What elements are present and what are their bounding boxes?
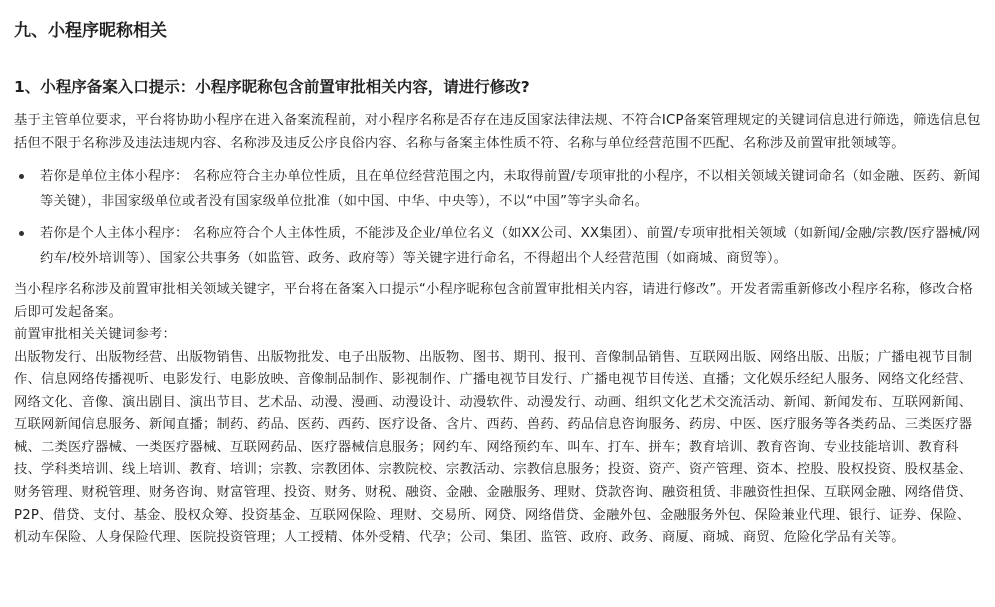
bullet-dot-icon: [19, 231, 24, 236]
intro-paragraph: 基于主管单位要求，平台将协助小程序在进入备案流程前，对小程序名称是否存在违反国家法律法规、不符合ICP备案管理规定的关键词信息进行筛选，筛选信息包括但不限于名称涉及违法违规内容、名称涉及违反公序良俗内容、名称与备案主体性质不符、名称与单位经营范围不匹配、名称涉及前置审批领域等。: [14, 113, 981, 151]
after-bullets-paragraph: 当小程序名称涉及前置审批相关领域关键字，平台将在备案入口提示“小程序昵称包含前置审批相关内容，请进行修改”。开发者需重新修改小程序名称，修改合格后即可发起备案。: [14, 282, 973, 320]
subsection-title: 1、小程序备案入口提示：小程序昵称包含前置审批相关内容，请进行修改?: [14, 78, 530, 96]
rules-list: [14, 164, 981, 271]
list-item-text: 若你是个人主体小程序： 名称应符合个人主体性质，不能涉及企业/单位名义（如XX公司、XX集团）、前置/专项审批相关领域（如新闻/金融/宗教/医疗器械/网约车/校外培训等）、国家公共事务（如监管、政务、政府等）等关键字进行命名，不得超出个人经营范围（如商城、商贸等）。: [40, 226, 981, 266]
list-item-text: 若你是单位主体小程序： 名称应符合主办单位性质，且在单位经营范围之内，未取得前置/专项审批的小程序，不以相关领域关键词命名（如金融、医药、新闻等关键），非国家级单位或者没有国家级单位批准（如中国、中华、中央等），不以“中国”等字头命名。: [40, 169, 981, 209]
section-title: 九、小程序昵称相关: [14, 21, 167, 41]
keywords-title: 前置审批相关关键词参考：: [14, 327, 176, 342]
list-item: [36, 164, 981, 214]
bullet-dot-icon: [19, 174, 24, 179]
keywords-paragraph: 出版物发行、出版物经营、出版物销售、出版物批发、电子出版物、出版物、图书、期刊、报刊、音像制品销售、互联网出版、网络出版、出版；广播电视节目制作、信息网络传播视听、电影发行、电影放映、音像制品制作、影视制作、广播电视节目发行、广播电视节目传送、直播；文化娱乐经纪人服务、网络文化经营、网络文化、音像、演出剧目、演出节目、艺术品、动漫、漫画、动漫设计、动漫软件、动漫发行、动画、组织文化艺术交流活动、新闻、新闻发布、互联网新闻、互联网新闻信息服务、新闻直播；制药、药品、医药、西药、医疗设备、含片、西药、兽药、药品信息咨询服务、药房、中医、医疗服务等各类药品、三类医疗器械、二类医疗器械、一类医疗器械、互联网药品、医疗器械信息服务；网约车、网络预约车、叫车、打车、拼车；教育培训、教育咨询、专业技能培训、教育科技、学科类培训、线上培训、教育、培训；宗教、宗教团体、宗教院校、宗教活动、宗教信息服务；投资、资产、资产管理、资本、控股、股权投资、股权基金、财务管理、财税管理、财务咨询、财富管理、投资、财务、财税、融资、金融、金融服务、理财、贷款咨询、融资租赁、非融资性担保、互联网金融、网络借贷、P2P、借贷、支付、基金、股权众筹、投资基金、互联网保险、理财、交易所、网贷、网络借贷、金融外包、金融服务外包、保险兼业代理、银行、证券、保险、机动车保险、人身保险代理、医院投资管理；人工授精、体外受精、代孕；公司、集团、监管、政府、政务、商厦、商城、商贸、危险化学品有关等。: [14, 349, 973, 546]
list-item: [36, 221, 981, 271]
